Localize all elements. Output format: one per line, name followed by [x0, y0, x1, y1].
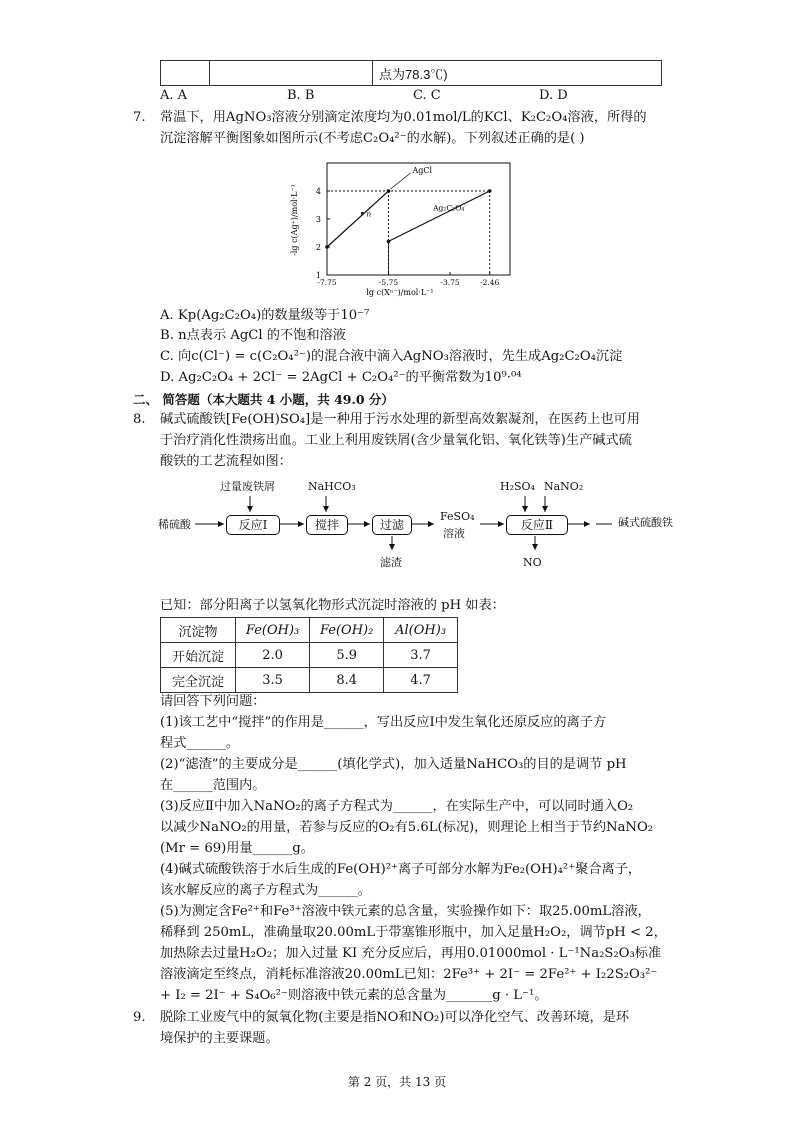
q6-option-d: D. D — [539, 88, 568, 103]
chart-ylabel: -lg c(Ag⁺)/mol·L⁻¹ — [290, 184, 299, 256]
table-header-row — [161, 618, 458, 643]
table-cell: 完全沉淀 — [161, 668, 236, 693]
flow-stir-box: 搅拌 — [306, 515, 348, 535]
x-tick-label: -7.75 — [317, 278, 337, 287]
q7-option-b: B. n点表示 AgCl 的不饱和溶液 — [160, 328, 346, 343]
q8-line: (5)为测定含Fe²⁺和Fe³⁺溶液中铁元素的总含量，实验操作如下：取25.00mL溶液， — [160, 904, 651, 919]
q7-option-a: A. Kp(Ag₂C₂O₄)的数量级等于10⁻⁷ — [160, 308, 370, 323]
flow-mid-label: FeSO₄ — [440, 510, 475, 523]
point-label: n — [366, 209, 372, 219]
chart-xlabel: lg c(Xⁿ⁻)/mol·L⁻¹ — [366, 288, 434, 297]
flow-start-label: 稀硫酸 — [158, 518, 191, 531]
q7-option-d: D. Ag₂C₂O₄ + 2Cl⁻ = 2AgCl + C₂O₄²⁻的平衡常数为10⁹·⁰⁴ — [160, 370, 522, 385]
x-tick-label: -5.75 — [378, 278, 399, 287]
table-cell: 8.4 — [310, 668, 384, 693]
top-table — [160, 60, 662, 86]
flow-input-label: NaNO₂ — [544, 480, 584, 493]
table-header-cell: 沉淀物 — [161, 618, 236, 643]
flow-reactor1-box: 反应Ⅰ — [226, 515, 280, 535]
question-number: 9. — [133, 1010, 146, 1025]
top-table-cell — [210, 61, 373, 86]
q6-option-b: B. B — [287, 88, 315, 103]
x-tick-label: -3.75 — [440, 278, 460, 287]
data-point — [387, 240, 391, 244]
y-tick-label: 3 — [315, 215, 321, 224]
table-row — [161, 668, 458, 693]
table-header-cell: Al(OH)₃ — [384, 618, 458, 643]
flow-input-label: 过量废铁屑 — [220, 480, 275, 493]
series-label: Ag₂C₂O₄ — [433, 203, 465, 213]
flow-reactor2-box: 反应Ⅱ — [506, 515, 568, 535]
x-tick-label: -2.46 — [480, 278, 500, 287]
q6-option-a: A. A — [160, 88, 188, 103]
table-cell: 开始沉淀 — [161, 643, 236, 668]
table-cell: 2.0 — [236, 643, 310, 668]
q8-stem-line: 碱式硫酸铁[Fe(OH)SO₄]是一种用于污水处理的新型高效絮凝剂，在医药上也可用 — [160, 412, 640, 427]
q8-line: (Mr = 69)用量______g。 — [160, 841, 314, 856]
table-header-cell: Fe(OH)₂ — [310, 618, 384, 643]
section-title: 二、 简答题（本大题共 4 小题，共 49.0 分） — [133, 392, 394, 407]
top-table-cell: 点为78.3℃) — [373, 61, 662, 86]
y-tick-label: 1 — [315, 271, 321, 280]
data-point — [325, 245, 329, 249]
q8-line: 在______范围内。 — [160, 778, 266, 793]
series-line — [327, 191, 389, 247]
flow-input-label: NaHCO₃ — [308, 480, 356, 493]
series-line — [389, 191, 490, 241]
ph-table — [160, 617, 458, 693]
q8-line: 请回答下列问题： — [160, 694, 266, 709]
point-n — [361, 212, 364, 215]
q8-line: (1)该工艺中“搅拌”的作用是______，写出反应Ⅰ中发生氧化还原反应的离子方 — [160, 715, 607, 730]
q8-line: 该水解反应的离子方程式为______。 — [160, 883, 371, 898]
q8-known-line: 已知：部分阳离子以氢氧化物形式沉淀时溶液的 pH 如表： — [160, 598, 505, 613]
table-cell: 5.9 — [310, 643, 384, 668]
q6-option-c: C. C — [413, 88, 441, 103]
table-cell: 3.7 — [384, 643, 458, 668]
q8-stem-line: 于治疗消化性溃疡出血。工业上利用废铁屑(含少量氧化铝、氧化铁等)生产碱式硫 — [160, 433, 632, 448]
table-row — [161, 643, 458, 668]
flow-gas-label: NO — [523, 556, 542, 569]
flow-mid-label: 溶液 — [443, 527, 465, 540]
table-header-cell: Fe(OH)₃ — [236, 618, 310, 643]
table-cell: 3.5 — [236, 668, 310, 693]
q8-line: 加热除去过量H₂O₂；加入过量 KI 充分反应后，再用0.01000mol · L⁻¹Na₂S₂O₃标准 — [160, 946, 662, 961]
q8-stem-line: 酸铁的工艺流程如图： — [160, 454, 292, 469]
data-point — [488, 189, 492, 193]
flow-filter-box: 过滤 — [372, 515, 412, 535]
q8-line: (3)反应Ⅱ中加入NaNO₂的离子方程式为______，在实际生产中，可以同时通入O₂ — [160, 799, 634, 814]
q7-option-c: C. 向c(Cl⁻) = c(C₂O₄²⁻)的混合液中滴入AgNO₃溶液时，先生成Ag₂C₂O₄沉淀 — [160, 349, 623, 364]
top-table-cell — [161, 61, 210, 86]
solubility-chart — [285, 155, 515, 303]
q8-line: + I₂ = 2I⁻ + S₄O₆²⁻则溶液中铁元素的总含量为_______g · L⁻¹。 — [160, 988, 548, 1003]
page-footer: 第 2 页，共 13 页 — [347, 1075, 447, 1089]
q8-line: 溶液滴定至终点，消耗标准溶液20.00mL已知：2Fe³⁺ + 2I⁻ = 2Fe²⁺ + I₂2S₂O₃²⁻ — [160, 967, 658, 982]
q8-line: (2)“滤渣”的主要成分是______(填化学式)，加入适量NaHCO₃的目的是调节 pH — [160, 757, 627, 772]
y-tick-label: 4 — [315, 187, 321, 196]
q9-line: 境保护的主要课题。 — [160, 1031, 279, 1046]
q7-stem-line: 沉淀溶解平衡图象如图所示(不考虑C₂O₄²⁻的水解)。下列叙述正确的是( ) — [160, 131, 585, 146]
question-number: 7. — [133, 110, 146, 125]
series-label: AgCl — [412, 166, 433, 175]
flow-input-label: H₂SO₄ — [500, 480, 535, 493]
q9-line: 脱除工业废气中的氮氧化物(主要是指NO和NO₂)可以净化空气、改善环境，是环 — [160, 1010, 630, 1025]
series-leader — [391, 173, 411, 189]
q7-stem-line: 常温下，用AgNO₃溶液分别滴定浓度均为0.01mol/L的KCl、K₂C₂O₄溶液，所得的 — [160, 110, 647, 125]
y-tick-label: 2 — [315, 243, 321, 252]
question-number: 8. — [133, 412, 146, 427]
q8-line: 程式______。 — [160, 736, 240, 751]
q8-line: (4)碱式硫酸铁溶于水后生成的Fe(OH)²⁺离子可部分水解为Fe₂(OH)₄²⁺聚合离子， — [160, 862, 642, 877]
chart-frame — [327, 163, 510, 275]
q8-line: 稀释到 250mL，准确量取20.00mL于带塞锥形瓶中，加入足量H₂O₂，调节pH < 2， — [160, 925, 667, 940]
q8-line: 以减少NaNO₂的用量，若参与反应的O₂有5.6L(标况)，则理论上相当于节约NaNO₂ — [160, 820, 654, 835]
data-point — [387, 189, 391, 193]
table-cell: 4.7 — [384, 668, 458, 693]
flow-residue-label: 滤渣 — [380, 556, 402, 569]
flow-product-label: 碱式硫酸铁 — [618, 516, 673, 529]
process-flow-diagram — [150, 474, 710, 574]
